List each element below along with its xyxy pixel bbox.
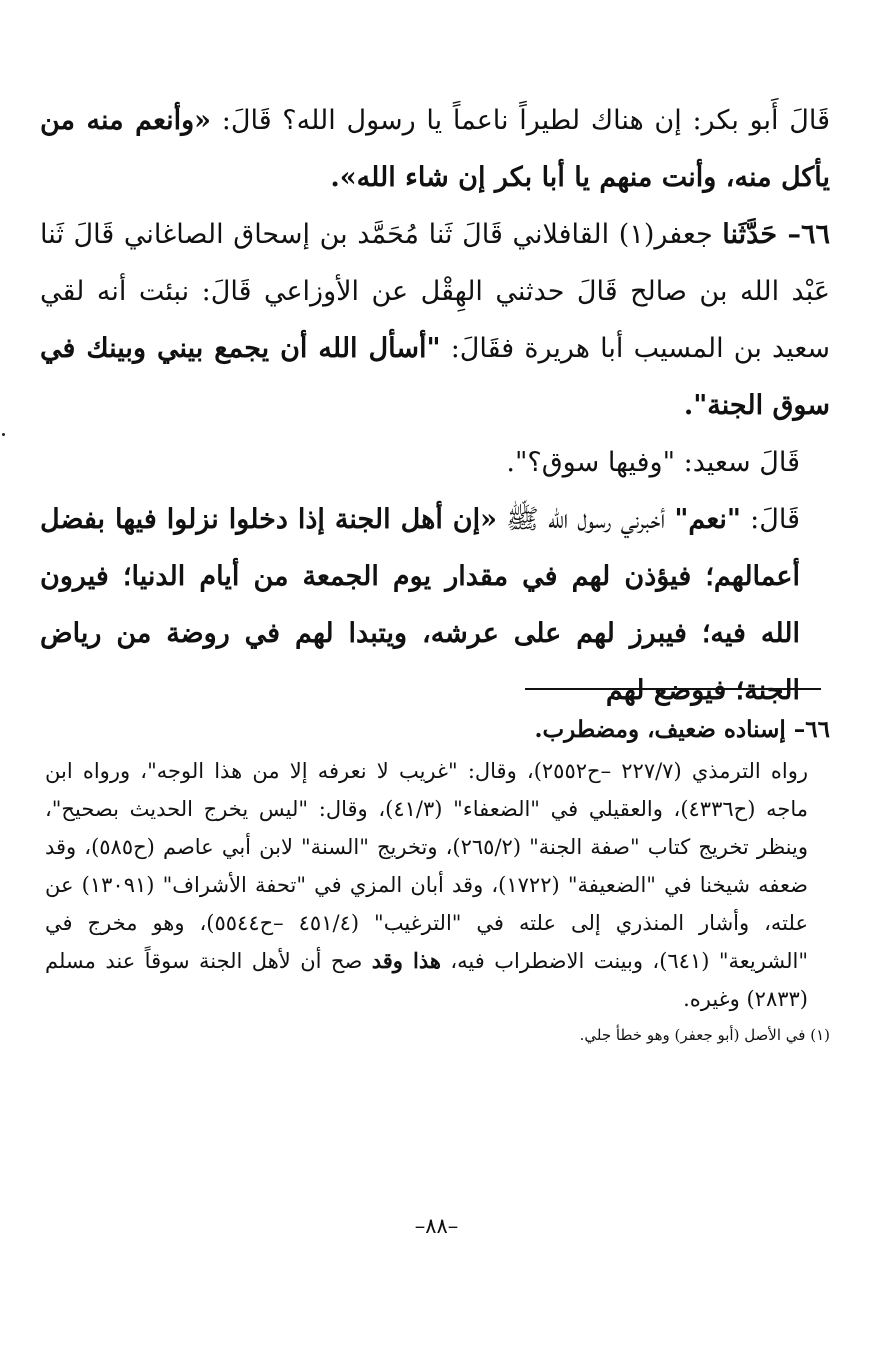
p4-bold-quote: «إن أهل الجنة إذا دخلوا نزلوا فيها بفضل أعمالهم؛ فيؤذن لهم في مقدار يوم الجمعة من أيام الدنيا؛ فيرون الله فيه؛ فيبرز لهم على عرشه، ويتبدا لهم في روضة من رياض الجنة؛ فيوضع لهم [40,504,800,706]
footnote-last-bold: هذا وقد [371,948,441,973]
page-number: –٨٨– [414,1214,459,1238]
p2-text: جعفر(١) القافلاني قَالَ ثَنا مُحَمَّد بن إسحاق الصاغاني قَالَ ثَنا عَبْد الله بن صالح قَالَ حدثني الهِقْل عن الأوزاعي قَالَ: نبئت أنه لقي سعيد بن المسيب أبا هريرة فقَالَ: [40,219,830,364]
footnote-small-note: (١) في الأصل (أبو جعفر) وهو خطأ جلي. [579,1026,830,1044]
paragraph-2 [40,206,830,434]
p1-text: قَالَ أَبو بكر: إن هناك لطيراً ناعماً يا رسول الله؟ قَالَ: [211,105,830,136]
hadith-number-66: ٦٦– حَدَّثَنا [722,219,830,250]
paragraph-3 [40,434,830,491]
main-text [40,92,830,719]
footnote-heading: ٦٦– إسناده ضعيف، ومضطرب. [534,716,830,743]
footnotes [45,708,830,1050]
footnote-last-text: صح أن لأهل الجنة سوقاً عند مسلم (٢٨٣٣) وغيره. [45,949,808,1011]
paragraph-1 [40,92,830,206]
p3-text: قَالَ سعيد: "وفيها سوق؟". [506,447,800,478]
paragraph-4 [40,491,830,719]
scan-speck [2,433,5,436]
footnote-body-text: رواه الترمذي (٢٢٧/٧ –ح٢٥٥٢)، وقال: "غريب لا نعرفه إلا من هذا الوجه"، ورواه ابن ماجه (ح٤٣٣٦)، والعقيلي في "الضعفاء" (٤١/٣)، وقال: "ليس يخرج الحديث بصحيح"، وينظر تخريج كتاب "صفة الجنة" (٢٦٥/٢)، وتخريج "السنة" لابن أبي عاصم (ح٥٨٥)، وقد ضعفه شيخنا في "الضعيفة" (١٧٢٢)، وقد أبان المزي في "تحفة الأشراف" (١٣٠٩١) عن علته، وأشار المنذري إلى علته في "الترغيب" (٤٥١/٤ –ح٥٥٤٤)، وهو مخرج في "الشريعة" (٦٤١)، وبينت الاضطراب فيه، [45,759,809,973]
footnote-separator [525,688,821,690]
p1-bold-quote: «وأنعم منه من يأكل منه، وأنت منهم يا أبا بكر إن شاء الله». [40,105,830,193]
p4-text: أخبرني رسول الله ﷺ [497,504,675,535]
footnote-body [45,752,830,1018]
p4-bold-yes: "نعم" [674,504,741,535]
p2-bold-quote: "أسأل الله أن يجمع بيني وبينك في سوق الجنة". [40,333,830,421]
p4-pre: قَالَ: [741,504,801,535]
